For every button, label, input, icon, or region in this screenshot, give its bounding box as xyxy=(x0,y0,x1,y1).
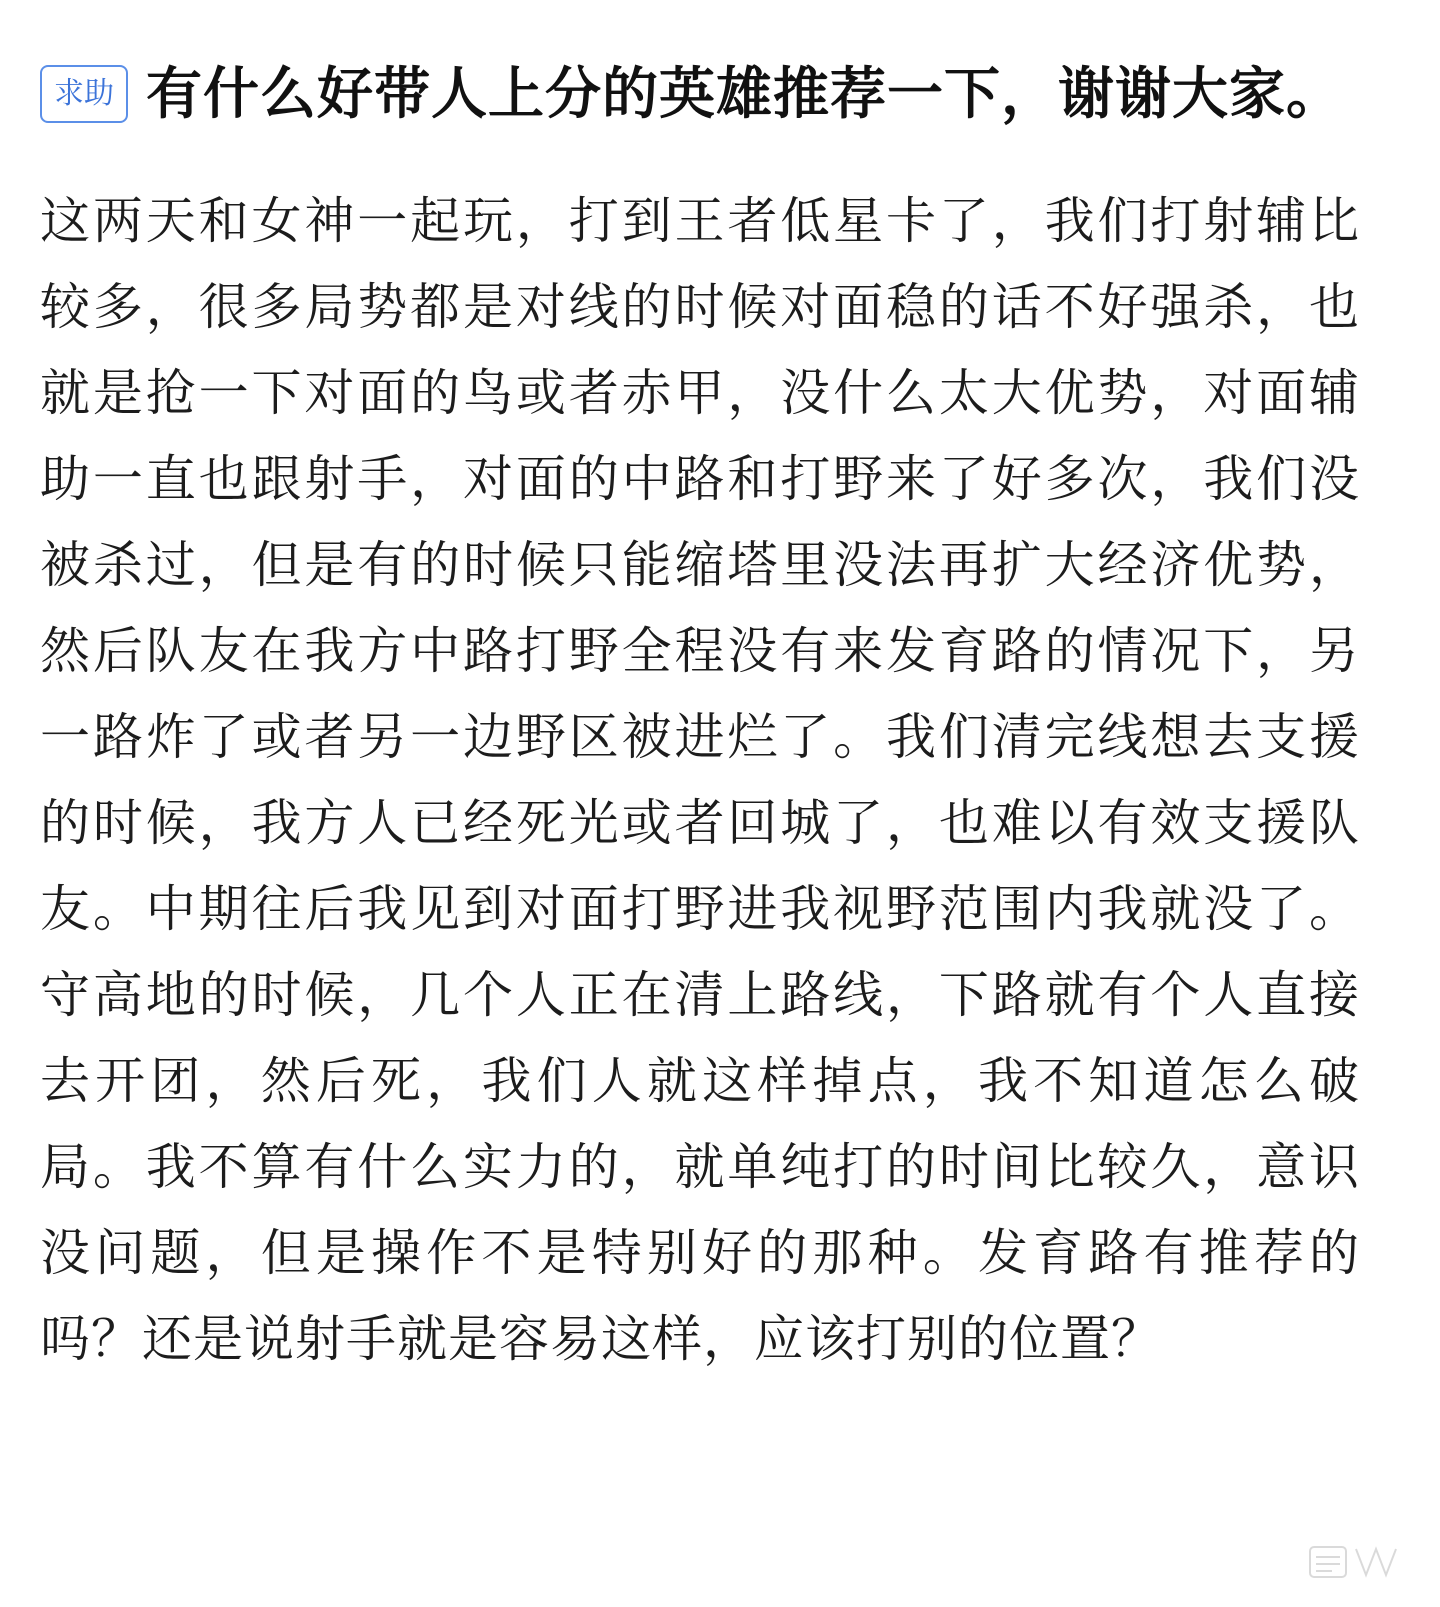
post-body-text: 这两天和女神一起玩，打到王者低星卡了，我们打射辅比较多，很多局势都是对线的时候对面稳的话不好强杀，也就是抢一下对面的鸟或者赤甲，没什么太大优势，对面辅助一直也跟射手，对面的中路和打野来了好多次，我们没被杀过，但是有的时候只能缩塔里没法再扩大经济优势，然后队友在我方中路打野全程没有来发育路的情况下，另一路炸了或者另一边野区被进烂了。我们清完线想去支援的时候，我方人已经死光或者回城了，也难以有效支援队友。中期往后我见到对面打野进我视野范围内我就没了。守高地的时候，几个人正在清上路线，下路就有个人直接去开团，然后死，我们人就这样掉点，我不知道怎么破局。我不算有什么实力的，就单纯打的时间比较久，意识没问题，但是操作不是特别好的那种。发育路有推荐的吗？还是说射手就是容易这样，应该打别的位置？ xyxy=(40,192,1360,1368)
help-tag-badge[interactable]: 求助 xyxy=(40,65,128,123)
post-title-text: 有什么好带人上分的英雄推荐一下，谢谢大家。 xyxy=(146,62,1343,127)
post-title xyxy=(40,52,1360,138)
post-container xyxy=(40,52,1360,1382)
weibo-watermark-icon xyxy=(1306,1537,1416,1587)
